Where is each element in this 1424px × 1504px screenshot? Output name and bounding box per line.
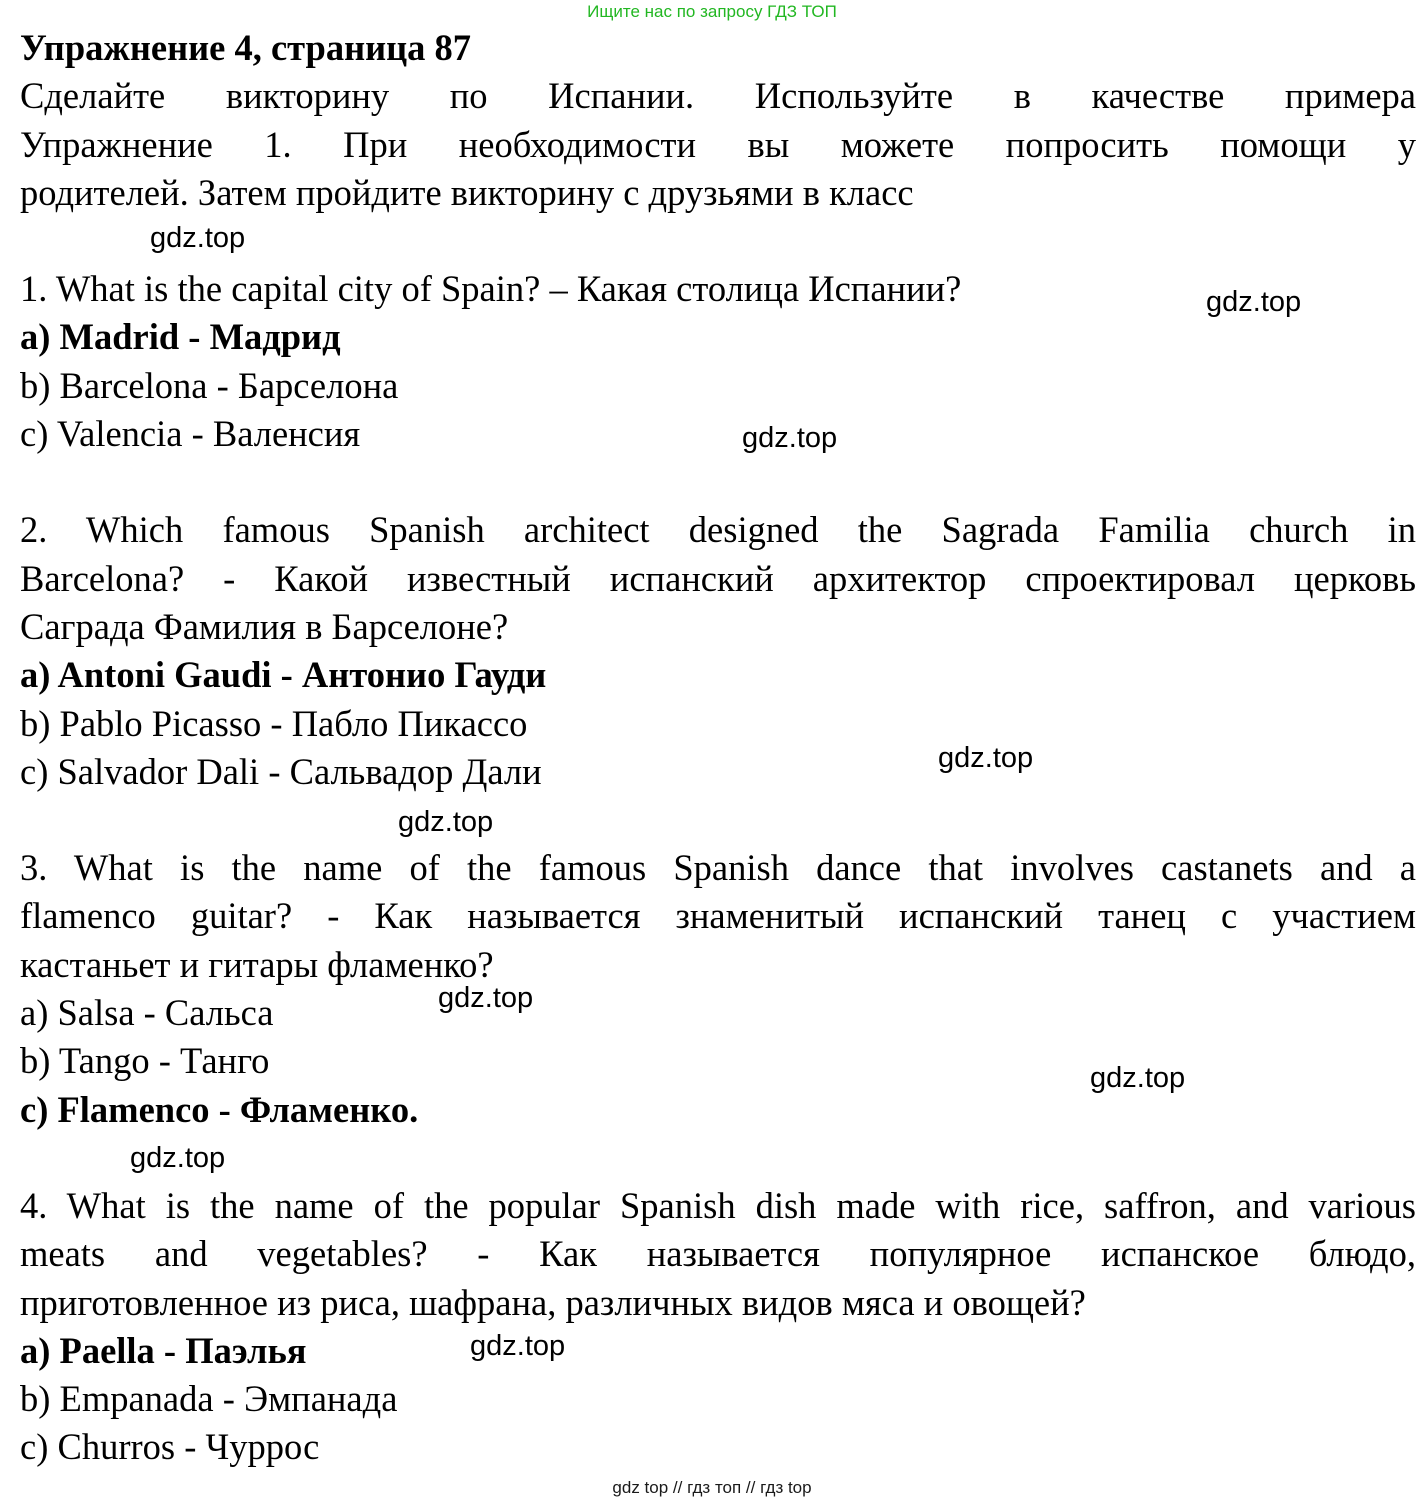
answer-option-correct: a) Paella - Паэлья [20, 1329, 307, 1371]
watermark: gdz.top [130, 1142, 226, 1174]
watermark: gdz.top [470, 1330, 566, 1362]
answer-option: a) Salsa - Сальса [20, 992, 274, 1034]
watermark: gdz.top [938, 742, 1034, 774]
intro-line: родителей. Затем пройдите викторину с друзьями в класс [20, 171, 914, 213]
watermark: gdz.top [438, 982, 534, 1014]
watermark: gdz.top [1206, 286, 1302, 318]
answer-option: c) Valencia - Валенсия [20, 413, 361, 455]
question-text: 2. Which famous Spanish architect designed the Sagrada Familia church in [20, 509, 1416, 551]
question-text: Barcelona? - Какой известный испанский архитектор спроектировал церковь [20, 557, 1416, 599]
question-text: приготовленное из риса, шафрана, различных видов мяса и овощей? [20, 1281, 1086, 1323]
watermark: gdz.top [742, 422, 838, 454]
question-text: meats and vegetables? - Как называется популярное испанское блюдо, [20, 1233, 1416, 1275]
question-text: кастаньет и гитары фламенко? [20, 943, 494, 985]
question-text: 4. What is the name of the popular Spanish dish made with rice, saffron, and various [20, 1184, 1416, 1226]
watermark: gdz.top [1090, 1062, 1186, 1094]
spacer [20, 458, 1416, 506]
top-banner[interactable]: Ищите нас по запросу ГДЗ ТОП [587, 2, 837, 21]
spacer [20, 1134, 1416, 1182]
spacer [20, 796, 1416, 844]
watermark: gdz.top [150, 222, 246, 254]
answer-option: b) Barcelona - Барселона [20, 364, 399, 406]
answer-option: b) Pablo Picasso - Пабло Пикассо [20, 702, 528, 744]
answer-option-correct: c) Flamenco - Фламенко. [20, 1088, 419, 1130]
page-title: Упражнение 4, страница 87 [20, 27, 472, 68]
answer-option-correct: a) Antoni Gaudi - Антонио Гауди [20, 654, 547, 696]
intro-line: Сделайте викторину по Испании. Используйте в качестве примера [20, 75, 1416, 117]
question-text: flamenco guitar? - Как называется знаменитый испанский танец с участием [20, 895, 1416, 937]
intro-line: Упражнение 1. При необходимости вы можете попросить помощи у [20, 123, 1416, 165]
question-text: 3. What is the name of the famous Spanish dance that involves castanets and a [20, 847, 1416, 889]
answer-option: b) Tango - Танго [20, 1040, 270, 1082]
answer-option-correct: a) Madrid - Мадрид [20, 316, 341, 358]
question-text: Саграда Фамилия в Барселоне? [20, 605, 509, 647]
footer-links[interactable]: gdz top // гдз топ // гдз top [612, 1478, 812, 1497]
watermark: gdz.top [398, 806, 494, 838]
question-text: 1. What is the capital city of Spain? – Какая столица Испании? [20, 268, 962, 310]
answer-option: c) Churros - Чуррос [20, 1426, 320, 1468]
answer-option: b) Empanada - Эмпанада [20, 1378, 398, 1420]
answer-option: c) Salvador Dali - Сальвадор Дали [20, 750, 542, 792]
